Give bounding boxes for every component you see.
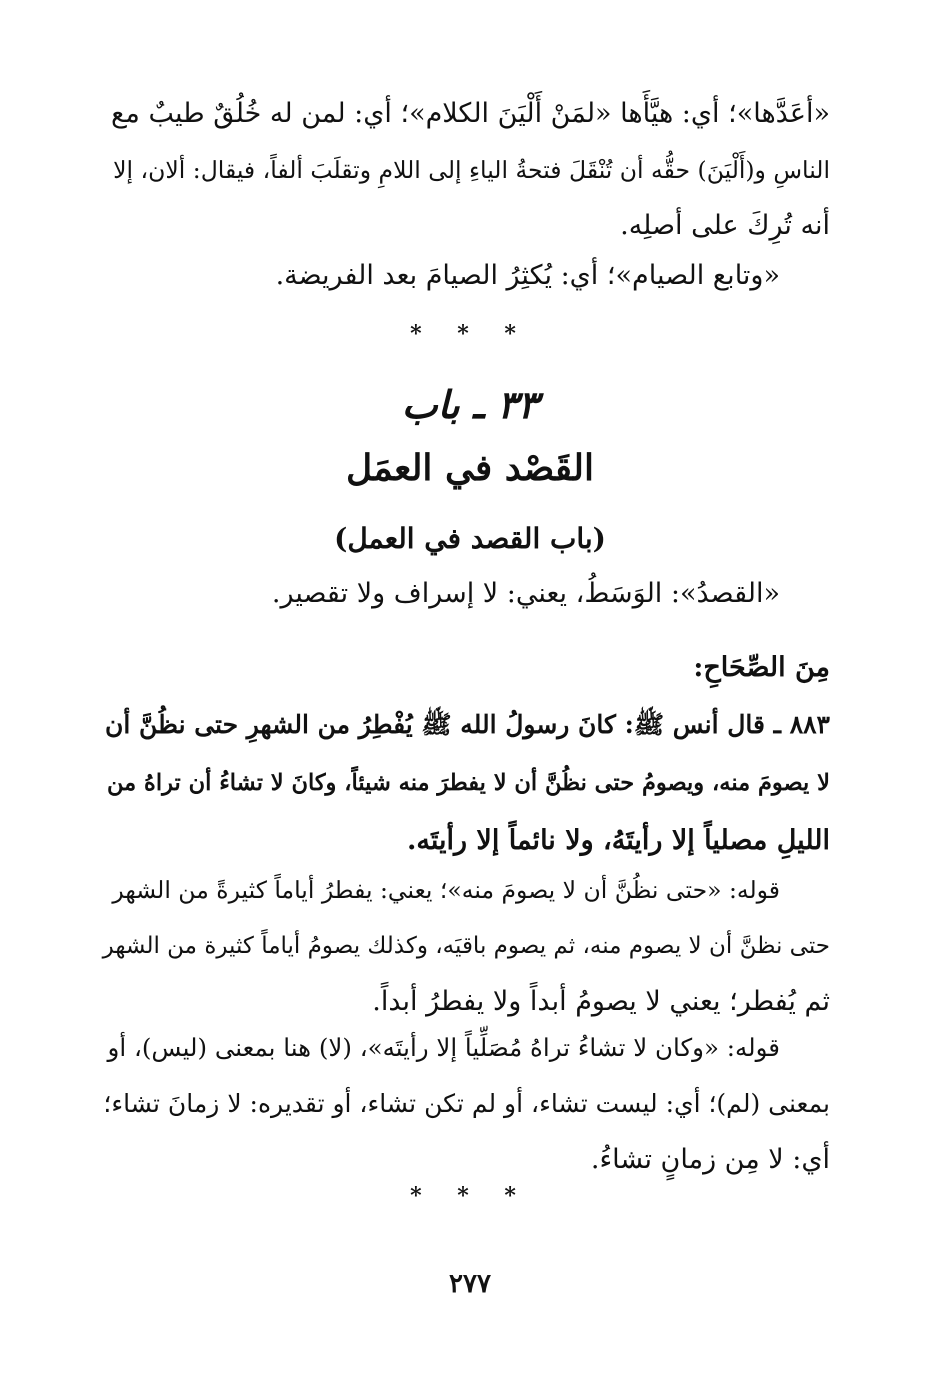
hadith-line: لا يصومَ منه، ويصومُ حتى نظُنَّ أن لا يفطرَ منه شيئاً، وكانَ لا تشاءُ أن تراهُ من: [107, 770, 830, 796]
section-separator: * * *: [410, 321, 530, 347]
hadith-line: الليلِ مصلياً إلا رأيتَهُ، ولا نائماً إلا رأيتَه.: [406, 825, 830, 856]
paragraph-line: «أعَدَّها»؛ أي: هيَّأَها «لمَنْ أَلْيَنَ الكلام»؛ أي: لمن له خُلُقٌ طيبٌ مع: [111, 98, 830, 129]
fasting-explanation: [102, 248, 830, 304]
paragraph-line: «وتابع الصيام»؛ أي: يُكثِرُ الصيامَ بعد الفريضة.: [275, 260, 780, 291]
commentary-line: ثم يُفطر؛ يعني لا يصومُ أبداً ولا يفطرُ أبداً.: [372, 986, 830, 1017]
commentary-paragraph: [102, 862, 830, 1030]
section-heading: (باب القصد في العمل): [334, 522, 606, 555]
hadith-line: ٨٨٣ ـ قال أنس ﷺ: كانَ رسولُ الله ﷺ يُفْطِرُ من الشهرِ حتى نظُنَّ أن: [105, 710, 830, 739]
chapter-title: القَصْد في العمَل: [346, 447, 594, 489]
commentary-line: حتى نظنَّ أن لا يصوم منه، ثم يصوم باقيَه، وكذلك يصومُ أياماً كثيرة من الشهر: [102, 933, 830, 959]
paragraph-line: الناسِ و(أَلْيَنَ) حقُّه أن تُنْقَلَ فتحةُ الياءِ إلى اللامِ وتقلَبَ ألفاً، فيقال: ألان، إلا: [113, 156, 830, 184]
sihah-heading: مِنَ الصِّحَاحِ:: [693, 652, 830, 683]
paragraph-line: أنه تُرِكَ على أصلِه.: [620, 210, 830, 241]
top-paragraph: [102, 86, 830, 254]
hadith-paragraph: [102, 696, 830, 870]
commentary-line: قوله: «حتى نظُنَّ أن لا يصومَ منه»؛ يعني: يفطرُ أياماً كثيرةً من الشهر: [112, 876, 780, 904]
commentary-paragraph: [102, 1020, 830, 1188]
commentary-line: قوله: «وكان لا تشاءُ تراهُ مُصَلِّياً إلا رأيتَه»، (لا) هنا بمعنى (ليس)، أو: [107, 1033, 780, 1062]
sihah-heading-block: [102, 640, 830, 696]
paragraph-line: «القصدُ»: الوَسَطُ، يعني: لا إسراف ولا تقصير.: [271, 578, 780, 609]
section-separator: * * *: [410, 1183, 530, 1209]
definition-paragraph: [102, 566, 830, 622]
commentary-line: بمعنى (لم)؛ أي: ليست تشاء، أو لم تكن تشاء، أو تقديره: لا زمانَ تشاء؛: [103, 1089, 830, 1118]
chapter-number: ٣٣ ـ باب: [401, 382, 539, 427]
commentary-line: أي: لا مِن زمانٍ تشاءُ.: [590, 1144, 830, 1175]
page-number: ٢٧٧: [449, 1269, 491, 1299]
